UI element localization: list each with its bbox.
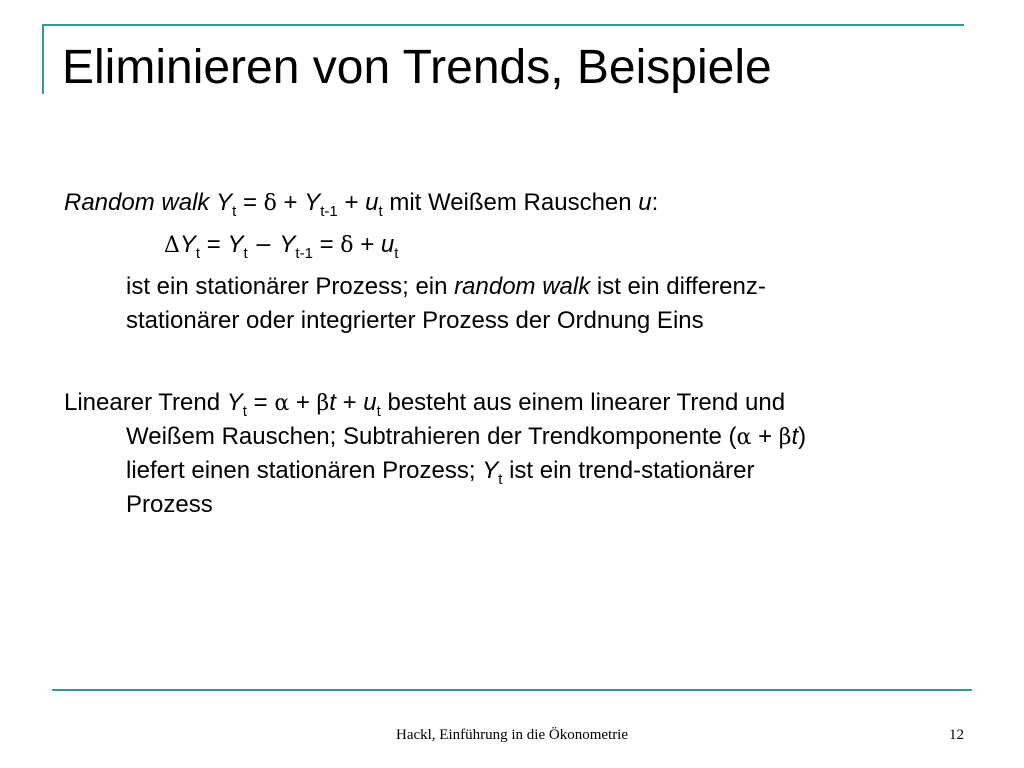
beta-symbol: β bbox=[778, 425, 792, 450]
sub-t: t bbox=[243, 245, 248, 262]
text-segment: ) bbox=[798, 423, 807, 450]
text-segment: ist ein differenz- bbox=[596, 273, 766, 300]
var-u: u bbox=[363, 389, 377, 416]
var-t: t bbox=[329, 389, 336, 416]
footer-text: Hackl, Einführung in die Ökonometrie bbox=[395, 727, 629, 743]
var-y: Y bbox=[216, 189, 233, 216]
var-y: Y bbox=[179, 231, 196, 258]
var-y: Y bbox=[227, 231, 244, 258]
random-walk-label: Random walk bbox=[64, 189, 210, 216]
linear-trend-line2 bbox=[126, 420, 806, 455]
plus-sign: + bbox=[342, 389, 357, 416]
frame-left-line bbox=[42, 24, 44, 94]
sub-t: t bbox=[394, 245, 399, 262]
var-y: Y bbox=[482, 457, 499, 484]
var-y: Y bbox=[226, 389, 243, 416]
plus-sign: + bbox=[344, 189, 359, 216]
random-walk-term: random walk bbox=[454, 273, 591, 300]
random-walk-explanation-line2: stationärer oder integrierter Prozess der Ordnung Eins bbox=[126, 307, 704, 334]
var-u: u bbox=[638, 189, 652, 216]
sub-t-minus-1: t-1 bbox=[320, 203, 338, 220]
text-segment: liefert einen stationären Prozess; bbox=[126, 457, 476, 484]
text-segment: Weißem Rauschen; Subtrahieren der Trendkomponente ( bbox=[126, 423, 737, 450]
sub-t: t bbox=[232, 203, 237, 220]
var-y: Y bbox=[304, 189, 321, 216]
sub-t: t bbox=[195, 245, 201, 262]
difference-equation bbox=[164, 228, 398, 265]
equals-sign: = bbox=[206, 231, 221, 258]
sub-t: t bbox=[378, 203, 383, 220]
text-segment: ist ein stationärer Prozess; ein bbox=[126, 273, 448, 300]
page-number: 12 bbox=[949, 727, 964, 743]
plus-sign: + bbox=[283, 189, 298, 216]
slide-title: Eliminieren von Trends, Beispiele bbox=[62, 41, 772, 94]
delta-symbol: δ bbox=[340, 233, 354, 258]
sub-t: t bbox=[242, 403, 247, 420]
var-u: u bbox=[380, 231, 395, 258]
beta-symbol: β bbox=[316, 391, 330, 416]
frame-top-line bbox=[42, 24, 964, 26]
equals-sign: = bbox=[253, 389, 268, 416]
alpha-symbol: α bbox=[736, 425, 752, 450]
var-t: t bbox=[791, 423, 799, 450]
linear-trend-line1 bbox=[64, 386, 785, 423]
linear-trend-line4: Prozess bbox=[126, 491, 213, 518]
plus-sign: + bbox=[360, 231, 375, 258]
minus-sign: − bbox=[254, 233, 273, 258]
footer-divider bbox=[52, 689, 972, 691]
random-walk-explanation-line1 bbox=[126, 270, 766, 304]
capital-delta-symbol: Δ bbox=[164, 233, 180, 258]
colon: : bbox=[651, 189, 659, 216]
text-segment: ist ein trend-stationärer bbox=[509, 457, 755, 484]
random-walk-definition bbox=[64, 186, 658, 223]
random-walk-mid-text: mit Weißem Rauschen bbox=[389, 189, 632, 216]
linear-trend-line3 bbox=[126, 454, 755, 491]
plus-sign: + bbox=[758, 423, 773, 450]
var-y: Y bbox=[279, 231, 296, 258]
alpha-symbol: α bbox=[274, 391, 290, 416]
equals-sign: = bbox=[319, 231, 334, 258]
text-segment: besteht aus einem linearer Trend und bbox=[387, 389, 786, 416]
plus-sign: + bbox=[295, 389, 310, 416]
delta-symbol: δ bbox=[263, 191, 277, 216]
linear-trend-label: Linearer Trend bbox=[64, 389, 221, 416]
var-u: u bbox=[365, 189, 379, 216]
sub-t-minus-1: t-1 bbox=[295, 245, 313, 262]
sub-t: t bbox=[376, 403, 381, 420]
sub-t: t bbox=[498, 471, 503, 488]
equals-sign: = bbox=[242, 189, 257, 216]
